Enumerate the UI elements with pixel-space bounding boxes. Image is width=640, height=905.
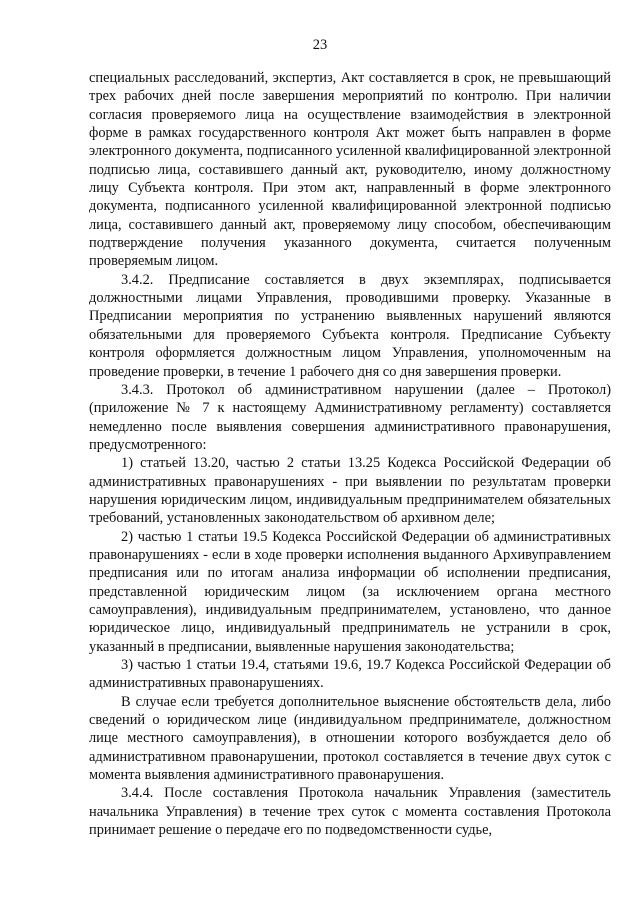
list-item-1: 1) статьей 13.20, частью 2 статьи 13.25 Кодекса Российской Федерации об административных правонарушениях - при выявлении по результатам проверки нарушения юридическим лицом, индивидуальным предпринимателем обязательных требований, установленных законодательством об архивном деле;	[89, 455, 611, 527]
document-body	[89, 69, 611, 839]
paragraph-3-4-4: 3.4.4. После составления Протокола начальник Управления (заместитель начальника Управления) в течение трех суток с момента составления Протокола принимает решение о передаче его по подведомственности судье,	[89, 785, 611, 839]
paragraph-additional-clarification: В случае если требуется дополнительное выяснение обстоятельств дела, либо сведений о юридическом лице (индивидуальном предпринимателе, должностном лице местного самоуправления), в отношении которого возбуждается дело об административном правонарушении, протокол составляется в течение двух суток с момента выявления административного правонарушения.	[89, 693, 611, 784]
paragraph-3-4-2: 3.4.2. Предписание составляется в двух экземплярах, подписывается должностными лицами Управления, проводившими проверку. Указанные в Предписании мероприятия по устранению выявленных нарушений являются обязательными для проверяемого Субъекта контроля. Предписание Субъекту контроля оформляется должностным лицом Управления, уполномоченным на проведение проверки, в течение 1 рабочего дня со дня завершения проверки.	[89, 271, 611, 380]
list-item-2: 2) частью 1 статьи 19.5 Кодекса Российской Федерации об административных правонарушениях - если в ходе проверки исполнения выданного Архивуправлением предписания или по итогам анализа информации об исполнении предписания, представленной юридическим лицом (за исключением органа местного самоуправления), индивидуальным предпринимателем, установлено, что данное юридическое лицо, индивидуальный предприниматель не устранили в срок, указанный в предписании, выявленные нарушения законодательства;	[89, 528, 611, 655]
paragraph-3-4-3: 3.4.3. Протокол об административном нарушении (далее – Протокол) (приложение № 7 к настоящему Административному регламенту) составляется немедленно после выявления совершения административного правонарушения, предусмотренного:	[89, 381, 611, 453]
paragraph-continuation: специальных расследований, экспертиз, Акт составляется в срок, не превышающий трех рабочих дней после завершения мероприятий по контролю. При наличии согласия проверяемого лица на осуществление взаимодействия в электронной форме в рамках государственного контроля Акт может быть направлен в форме электронного документа, подписанного усиленной квалифицированной электронной подписью лица, составившего данный акт, руководителю, иному должностному лицу Субъекта контроля. При этом акт, направленный в форме электронного документа, подписанного усиленной квалифицированной электронной подписью лица, составившего данный акт, проверяемому лицу способом, обеспечивающим подтверждение получения указанного документа, считается полученным проверяемым лицом.	[89, 70, 611, 270]
page-number: 23	[312, 37, 328, 53]
list-item-3: 3) частью 1 статьи 19.4, статьями 19.6, 19.7 Кодекса Российской Федерации об административных правонарушениях.	[89, 657, 611, 692]
